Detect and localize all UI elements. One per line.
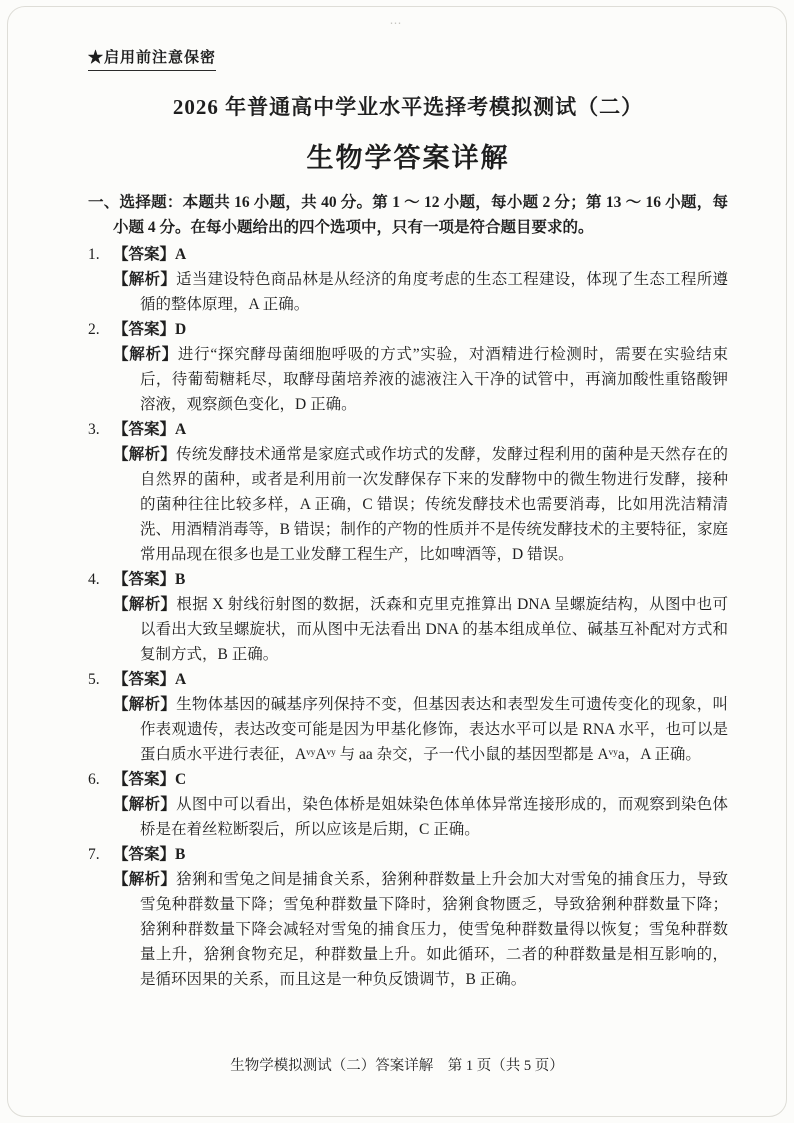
- answer-sheet-title: 生物学答案详解: [306, 143, 510, 173]
- analysis-text: 进行“探究酵母菌细胞呼吸的方式”实验，对酒精进行检测时，需要在实验结束后，待葡萄糖耗尽，取酵母菌培养液的滤液注入干净的试管中，再滴加酸性重铬酸钾溶液，观察颜色变化，D 正确。: [140, 346, 728, 413]
- answer-head: [88, 667, 728, 692]
- answer-head: [88, 567, 728, 592]
- security-notice: ★启用前注意保密: [88, 46, 216, 71]
- question-number: 7.: [88, 846, 100, 863]
- answer-head: [88, 842, 728, 867]
- analysis-text: 适当建设特色商品林是从经济的角度考虑的生态工程建设，体现了生态工程所遵循的整体原理，A 正确。: [140, 271, 728, 313]
- analysis-paragraph: [88, 442, 728, 567]
- answer-value: A: [175, 671, 187, 688]
- answer-label: 【答案】: [113, 246, 176, 263]
- analysis-paragraph: [88, 342, 728, 417]
- security-notice-row: [88, 46, 728, 71]
- analysis-paragraph: [88, 592, 728, 667]
- answer-item: [88, 417, 728, 567]
- analysis-label: 【解析】: [113, 446, 177, 463]
- question-number: 1.: [88, 246, 100, 263]
- analysis-label: 【解析】: [113, 596, 177, 613]
- analysis-paragraph: [88, 692, 728, 767]
- analysis-text: 生物体基因的碱基序列保持不变，但基因表达和表型发生可遗传变化的现象，叫作表观遗传，表达改变可能是因为甲基化修饰，表达水平可以是 RNA 水平，也可以是蛋白质水平进行表征，AᵛʸAᵛʸ 与 aa 杂交，子一代小鼠的基因型都是 Aᵛʸa，A 正确。: [140, 696, 728, 763]
- analysis-label: 【解析】: [113, 871, 177, 888]
- question-number: 6.: [88, 771, 100, 788]
- analysis-label: 【解析】: [113, 346, 178, 363]
- analysis-text: 根据 X 射线衍射图的数据，沃森和克里克推算出 DNA 呈螺旋结构，从图中也可以看出大致呈螺旋状，而从图中无法看出 DNA 的基本组成单位、碱基互补配对方式和复制方式，B 正确。: [140, 596, 728, 663]
- answer-item: [88, 842, 728, 992]
- answer-item: [88, 242, 728, 317]
- answer-value: D: [175, 321, 187, 338]
- answer-item: [88, 567, 728, 667]
- analysis-label: 【解析】: [113, 271, 177, 288]
- answer-item: [88, 317, 728, 417]
- analysis-paragraph: [88, 792, 728, 842]
- analysis-label: 【解析】: [113, 696, 177, 713]
- page-footer: 生物学模拟测试（二）答案详解 第 1 页（共 5 页）: [230, 1058, 564, 1074]
- question-number: 2.: [88, 321, 100, 338]
- answer-value: B: [175, 846, 186, 863]
- analysis-text: 猞猁和雪兔之间是捕食关系，猞猁种群数量上升会加大对雪兔的捕食压力，导致雪兔种群数量下降；雪兔种群数量下降时，猞猁食物匮乏，导致猞猁种群数量下降；猞猁种群数量下降会减轻对雪兔的捕食压力，使雪兔种群数量得以恢复；雪兔种群数量上升，猞猁食物充足，种群数量上升。如此循环，二者的种群数量是相互影响的，是循环因果的关系，而且这是一种负反馈调节，B 正确。: [140, 871, 728, 988]
- question-number: 5.: [88, 671, 100, 688]
- analysis-text: 传统发酵技术通常是家庭式或作坊式的发酵，发酵过程利用的菌种是天然存在的自然界的菌种，或者是利用前一次发酵保存下来的发酵物中的微生物进行发酵，接种的菌种往往比较多样，A 正确，C 错误；传统发酵技术也需要消毒，比如用洗洁精清洗、用酒精消毒等，B 错误；制作的产物的性质并不是传统发酵技术的主要特征，家庭常用品现在很多也是工业发酵工程生产，比如啤酒等，D 错误。: [140, 446, 728, 563]
- answer-label: 【答案】: [113, 321, 176, 338]
- answer-value: A: [175, 246, 187, 263]
- question-number: 4.: [88, 571, 100, 588]
- answer-value: C: [175, 771, 187, 788]
- answer-head: [88, 767, 728, 792]
- analysis-text: 从图中可以看出，染色体桥是姐妹染色体单体异常连接形成的，而观察到染色体桥是在着丝粒断裂后，所以应该是后期，C 正确。: [140, 796, 728, 838]
- answer-head: [88, 317, 728, 342]
- answer-label: 【答案】: [113, 771, 176, 788]
- answer-value: B: [175, 571, 186, 588]
- answer-label: 【答案】: [113, 421, 176, 438]
- answer-list: [88, 242, 728, 992]
- answer-value: A: [175, 421, 187, 438]
- analysis-paragraph: [88, 267, 728, 317]
- answer-head: [88, 242, 728, 267]
- analysis-paragraph: [88, 867, 728, 992]
- answer-label: 【答案】: [113, 671, 176, 688]
- answer-head: [88, 417, 728, 442]
- answer-label: 【答案】: [113, 846, 176, 863]
- exam-title: 2026 年普通高中学业水平选择考模拟测试（二）: [172, 95, 644, 119]
- section-intro: 一、选择题：本题共 16 小题，共 40 分。第 1 ～ 12 小题，每小题 2 分；第 13 ～ 16 小题，每小题 4 分。在每小题给出的四个选项中，只有一项是符合题目要求的。: [88, 194, 728, 236]
- scan-artifact-mark: ⋯: [389, 16, 405, 30]
- answer-item: [88, 767, 728, 842]
- answer-item: [88, 667, 728, 767]
- answer-label: 【答案】: [113, 571, 176, 588]
- analysis-label: 【解析】: [113, 796, 177, 813]
- question-number: 3.: [88, 421, 100, 438]
